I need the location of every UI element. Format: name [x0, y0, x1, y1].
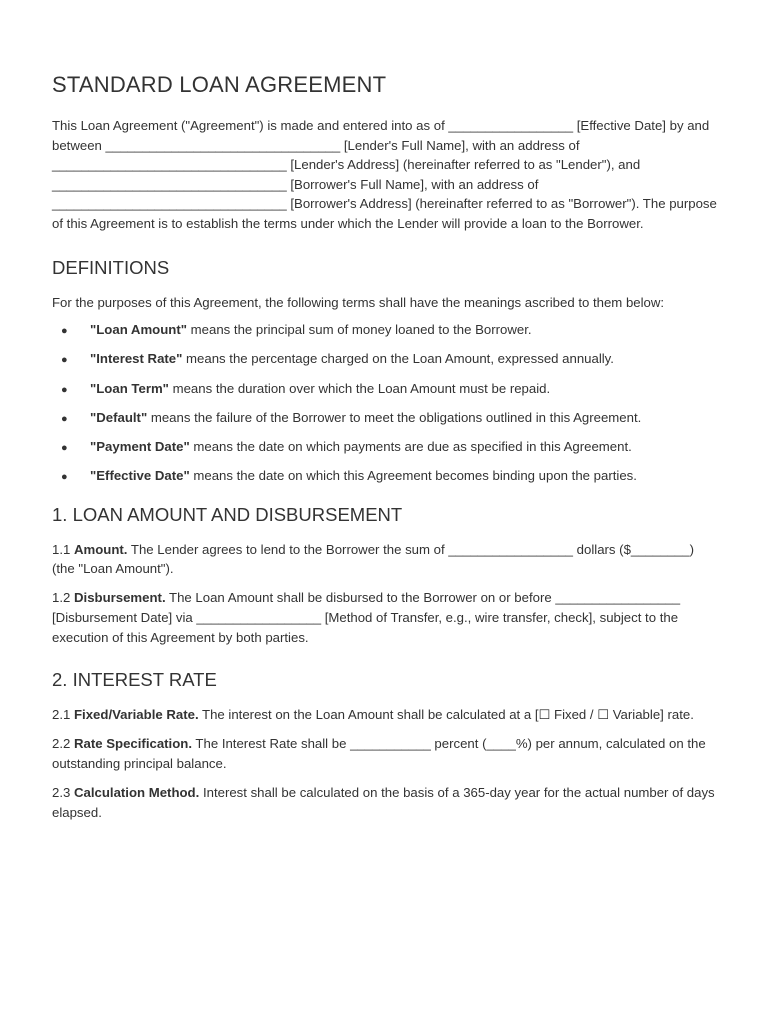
section2-heading: 2. INTEREST RATE: [52, 669, 217, 691]
definition-term: "Payment Date": [90, 438, 190, 454]
document-title: STANDARD LOAN AGREEMENT: [52, 72, 387, 97]
clause-text: The Lender agrees to lend to the Borrower the sum of _________________ dollars ($________) (the "Loan Amount").: [52, 541, 694, 577]
clause-1-2: [52, 588, 720, 647]
clause-text: The interest on the Loan Amount shall be calculated at a [☐ Fixed / ☐ Variable] rate.: [198, 707, 694, 723]
clause-number: 2.2: [52, 736, 74, 752]
definition-term: "Interest Rate": [90, 351, 183, 367]
definition-term: "Loan Amount": [90, 322, 187, 338]
bullet-icon: ●: [61, 471, 68, 484]
clause-title: Fixed/Variable Rate.: [74, 707, 199, 723]
clause-2-3: [52, 783, 720, 822]
definitions-list: [52, 320, 720, 486]
definition-item: [52, 466, 720, 486]
definition-text: means the date on which this Agreement becomes binding upon the parties.: [189, 468, 637, 484]
clause-number: 2.1: [52, 707, 74, 723]
clause-1-1: [52, 540, 720, 579]
definition-item: [52, 320, 720, 340]
bullet-icon: ●: [61, 412, 68, 425]
definition-text: means the principal sum of money loaned to the Borrower.: [187, 322, 532, 338]
intro-paragraph: This Loan Agreement ("Agreement") is made and entered into as of _________________ [Effective Date] by and between ________________________________ [Lender's Full Name], with an address of ________________________________ [Lender's Address] (hereinafter referred to as "Lender"), and ________________________________ [Borrower's Full Name], with an address of ________________________________ [Borrower's Address] (hereinafter referred to as "Borrower"). The purpose of this Agreement is to establish the terms under which the Lender will provide a loan to the Borrower.: [52, 118, 717, 231]
clause-text: The Interest Rate shall be ___________ percent (____%) per annum, calculated on the outstanding principal balance.: [52, 736, 706, 772]
definition-text: means the percentage charged on the Loan Amount, expressed annually.: [182, 351, 614, 367]
definition-item: [52, 408, 720, 428]
bullet-icon: ●: [61, 441, 68, 454]
clause-title: Calculation Method.: [74, 785, 200, 801]
clause-2-2: [52, 734, 720, 773]
bullet-icon: ●: [61, 354, 68, 367]
clause-number: 1.1: [52, 541, 74, 557]
definition-text: means the date on which payments are due as specified in this Agreement.: [189, 438, 632, 454]
clause-title: Disbursement.: [74, 590, 166, 606]
clause-number: 1.2: [52, 590, 74, 606]
definition-term: "Default": [90, 409, 148, 425]
definition-term: "Effective Date": [90, 468, 190, 484]
definition-term: "Loan Term": [90, 380, 169, 396]
definition-text: means the failure of the Borrower to meet the obligations outlined in this Agreement.: [147, 409, 642, 425]
definition-item: [52, 349, 720, 369]
clause-text: The Loan Amount shall be disbursed to the Borrower on or before _________________ [Disbursement Date] via _________________ [Method of Transfer, e.g., wire transfer, check], subject to the execution of this Agreement by both parties.: [52, 590, 681, 645]
definition-item: [52, 437, 720, 457]
bullet-icon: ●: [61, 383, 68, 396]
definitions-heading: DEFINITIONS: [52, 256, 170, 278]
bullet-icon: ●: [61, 325, 68, 338]
definition-text: means the duration over which the Loan Amount must be repaid.: [168, 380, 551, 396]
clause-title: Rate Specification.: [74, 736, 192, 752]
section1-heading: 1. LOAN AMOUNT AND DISBURSEMENT: [52, 503, 403, 525]
clause-2-1: [52, 705, 720, 725]
clause-title: Amount.: [74, 541, 128, 557]
definition-item: [52, 379, 720, 399]
clause-text: Interest shall be calculated on the basis of a 365-day year for the actual number of days elapsed.: [52, 785, 715, 820]
clause-number: 2.3: [52, 785, 74, 801]
definitions-intro: For the purposes of this Agreement, the following terms shall have the meanings ascribed to them below:: [52, 294, 665, 310]
